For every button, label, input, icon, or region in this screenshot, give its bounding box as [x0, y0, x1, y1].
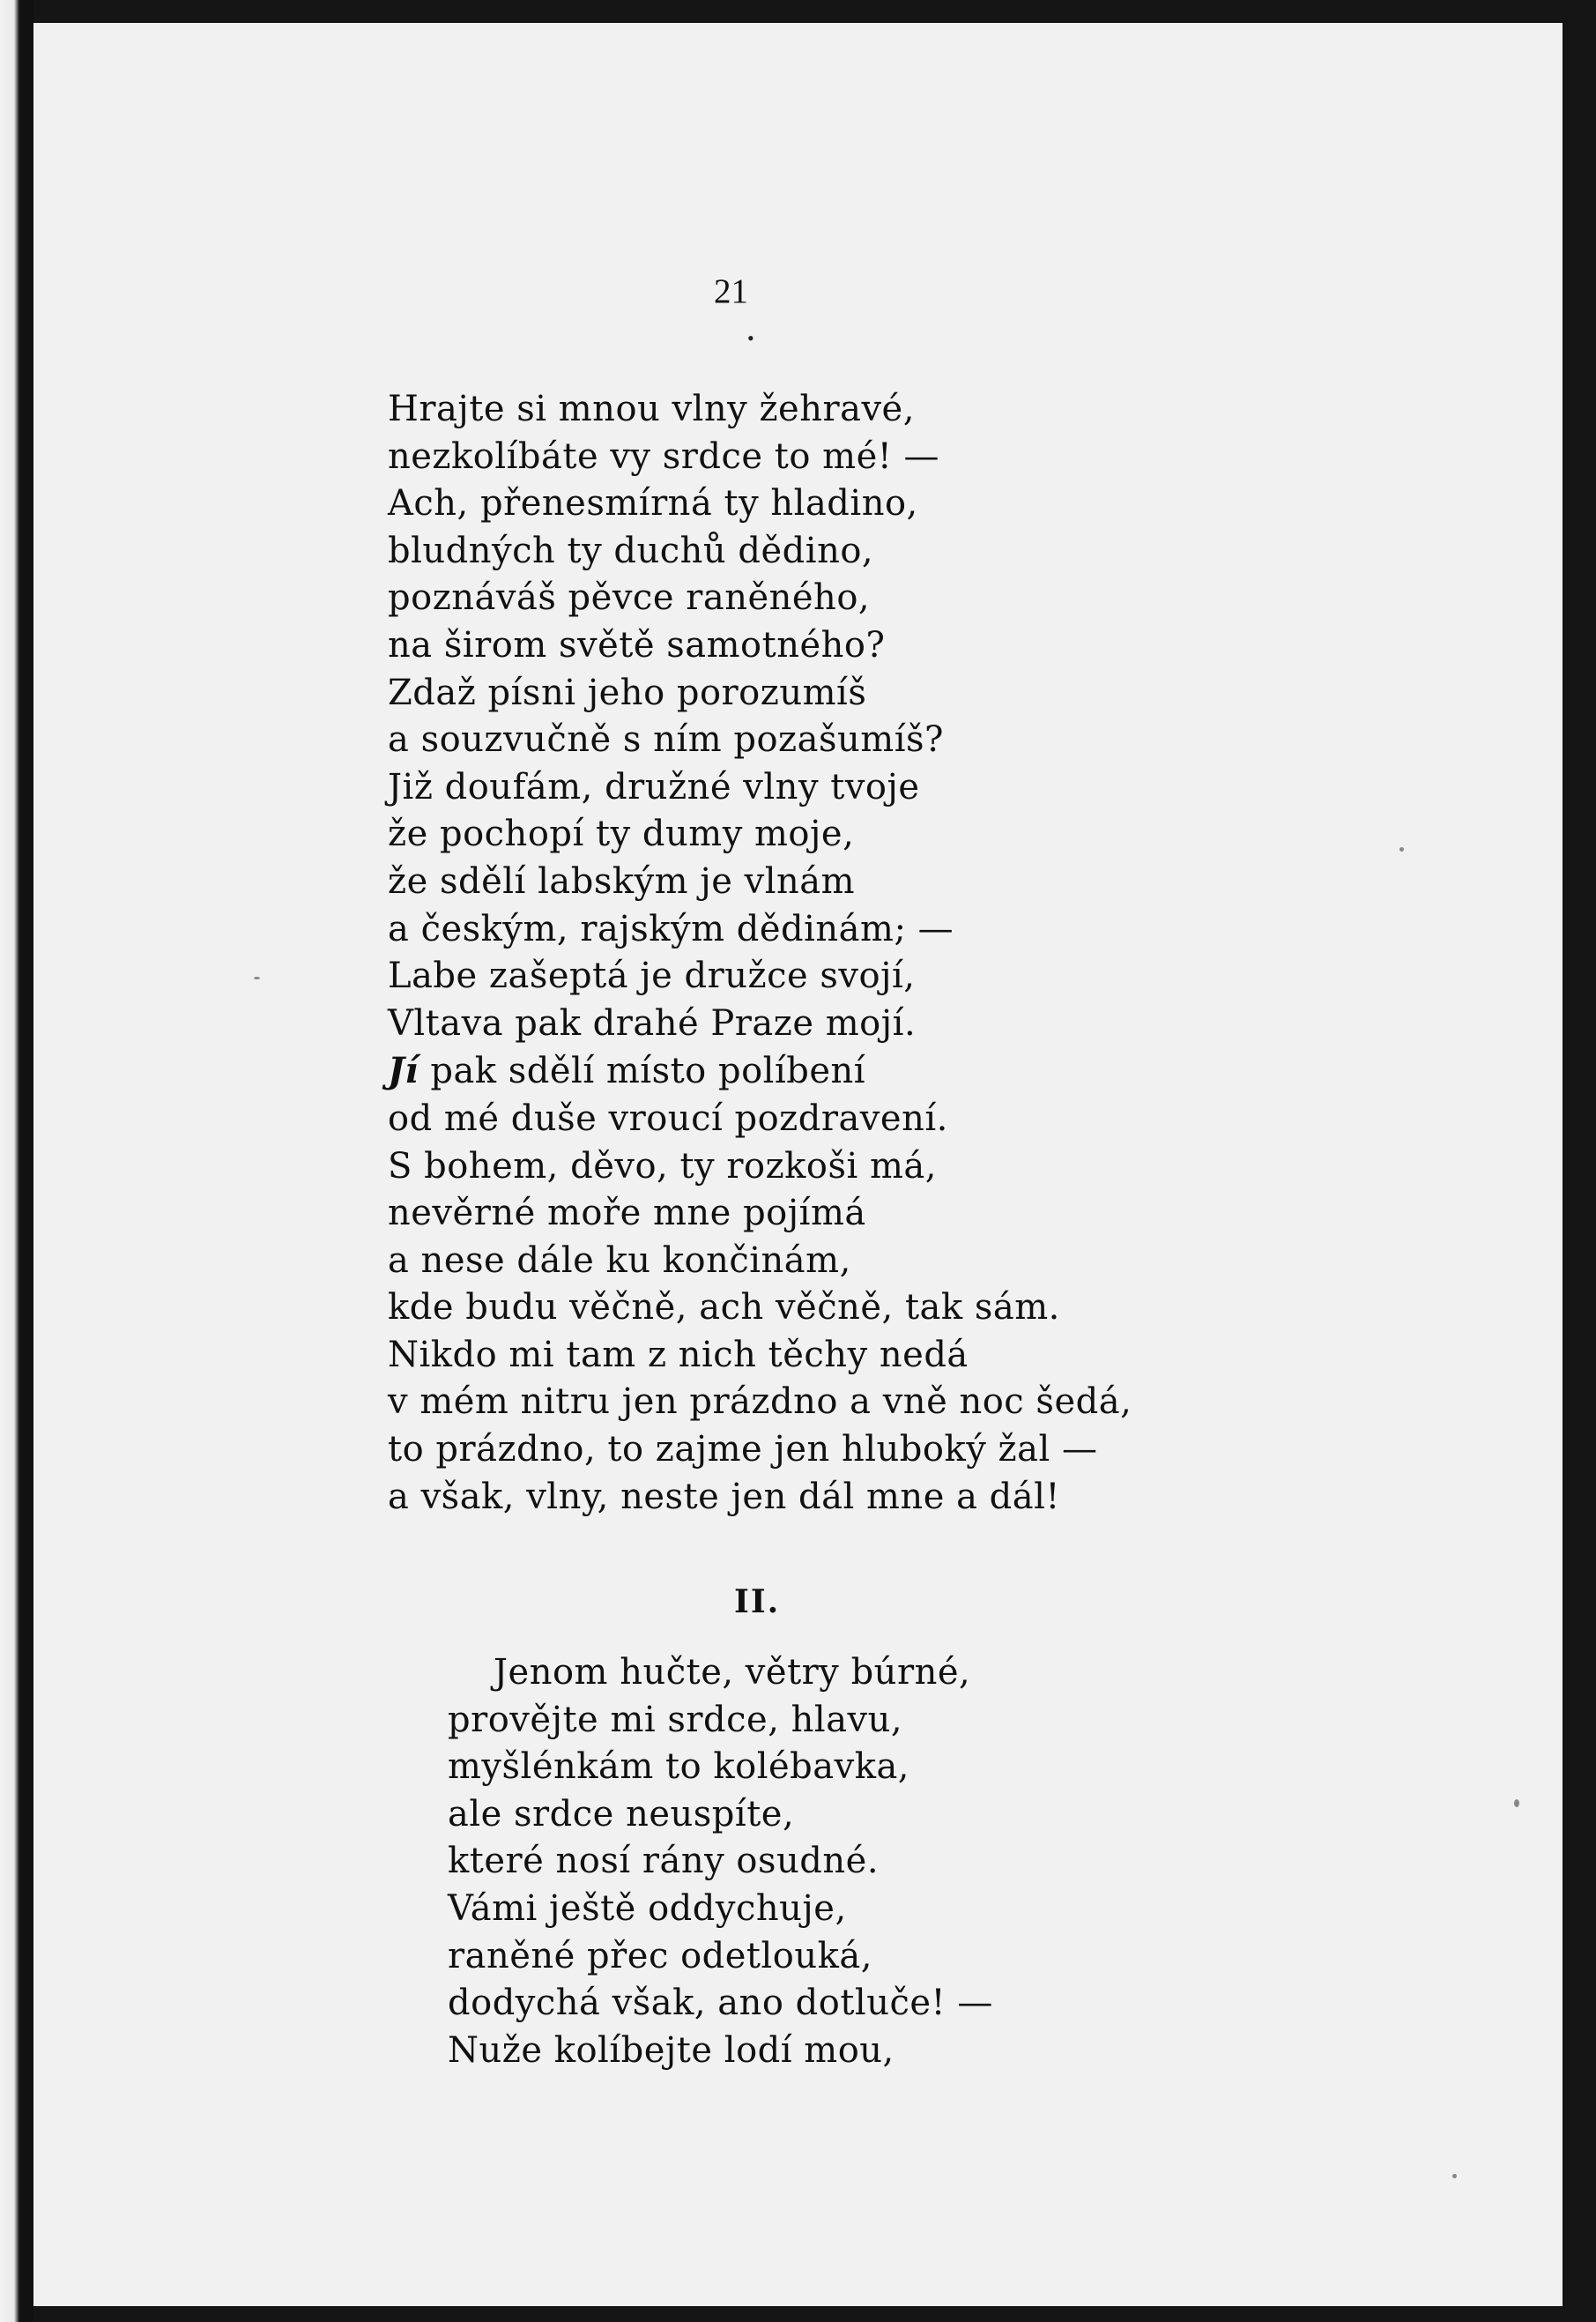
verse-line-22: v mém nitru jen prázdno a vně noc šedá,: [388, 1381, 1132, 1423]
verse-line-ii-8: dodychá však, ano dotluče! —: [448, 1983, 993, 2024]
verse-line-17: S bohem, děvo, ty rozkoši má,: [388, 1145, 937, 1187]
paper-speck: [1399, 847, 1404, 852]
verse-line-6: na širom světě samotného?: [388, 624, 886, 666]
verse-line-23: to prázdno, to zajme jen hluboký žal —: [388, 1429, 1098, 1470]
verse-line-24: a však, vlny, neste jen dál mne a dál!: [388, 1476, 1060, 1517]
verse-line-ii-4: ale srdce neuspíte,: [448, 1793, 795, 1835]
verse-line-ii-9: Nuže kolíbejte lodí mou,: [448, 2029, 895, 2071]
scan-border-right: [1563, 0, 1596, 2322]
verse-line-15: [388, 1047, 1132, 1096]
page-number: 21: [714, 272, 748, 310]
paper-speck: [1452, 2174, 1457, 2178]
verse-line-ii-6: Vámi ještě oddychuje,: [448, 1887, 847, 1929]
verse-line-14: Vltava pak drahé Praze mojí.: [388, 1002, 917, 1044]
verse-line-16: od mé duše vroucí pozdravení.: [388, 1098, 948, 1139]
verse-line-8: a souzvučně s ním pozašumíš?: [388, 719, 944, 761]
verse-line-ii-7: raněné přec odetlouká,: [448, 1935, 872, 1976]
verse-line-ii-1: Jenom hučte, větry búrné,: [494, 1652, 971, 1693]
poem-part-one: [388, 386, 1132, 1521]
poem-part-two: [448, 1649, 993, 2074]
verse-line-2: nezkolíbáte vy srdce to mé! —: [388, 435, 940, 477]
verse-line-3: Ach, přenesmírná ty hladino,: [388, 483, 918, 525]
verse-line-13: Labe zašeptá je družce svojí,: [388, 956, 916, 997]
verse-line-20: kde budu věčně, ach věčně, tak sám.: [388, 1287, 1060, 1328]
verse-line-ii-3: myšlénkám to kolébavka,: [448, 1746, 910, 1788]
verse-line-7: Zdaž písni jeho porozumíš: [388, 672, 867, 713]
paper-speck: [254, 977, 260, 979]
verse-line-21: Nikdo mi tam z nich těchy nedá: [388, 1334, 969, 1375]
verse-line-5: poznáváš pěvce raněného,: [388, 577, 871, 619]
page-sheet: [33, 23, 1563, 2306]
book-spine-edge: [0, 0, 33, 2322]
verse-line-18: nevěrné moře mne pojímá: [388, 1193, 866, 1234]
verse-line-1: Hrajte si mnou vlny žehravé,: [388, 389, 915, 429]
verse-line-4: bludných ty duchů dědino,: [388, 530, 874, 571]
section-heading-ii: II.: [734, 1583, 781, 1620]
verse-line-ii-2: provějte mi srdce, hlavu,: [448, 1699, 903, 1740]
paper-speck: [1514, 1799, 1519, 1807]
verse-line-9: Již doufám, družné vlny tvoje: [388, 766, 920, 807]
ornament-dot: •: [747, 327, 754, 349]
verse-line-15-rest: pak sdělí místo políbení: [419, 1051, 866, 1092]
verse-line-19: a nese dále ku končinám,: [388, 1239, 851, 1281]
verse-line-ii-5: které nosí rány osudné.: [448, 1841, 880, 1882]
verse-line-11: že sdělí labským je vlnám: [388, 860, 856, 902]
verse-line-15-emphasis: Jí: [388, 1050, 419, 1092]
verse-line-10: že pochopí ty dumy moje,: [388, 814, 855, 855]
verse-line-12: a českým, rajským dědinám; —: [388, 908, 954, 949]
